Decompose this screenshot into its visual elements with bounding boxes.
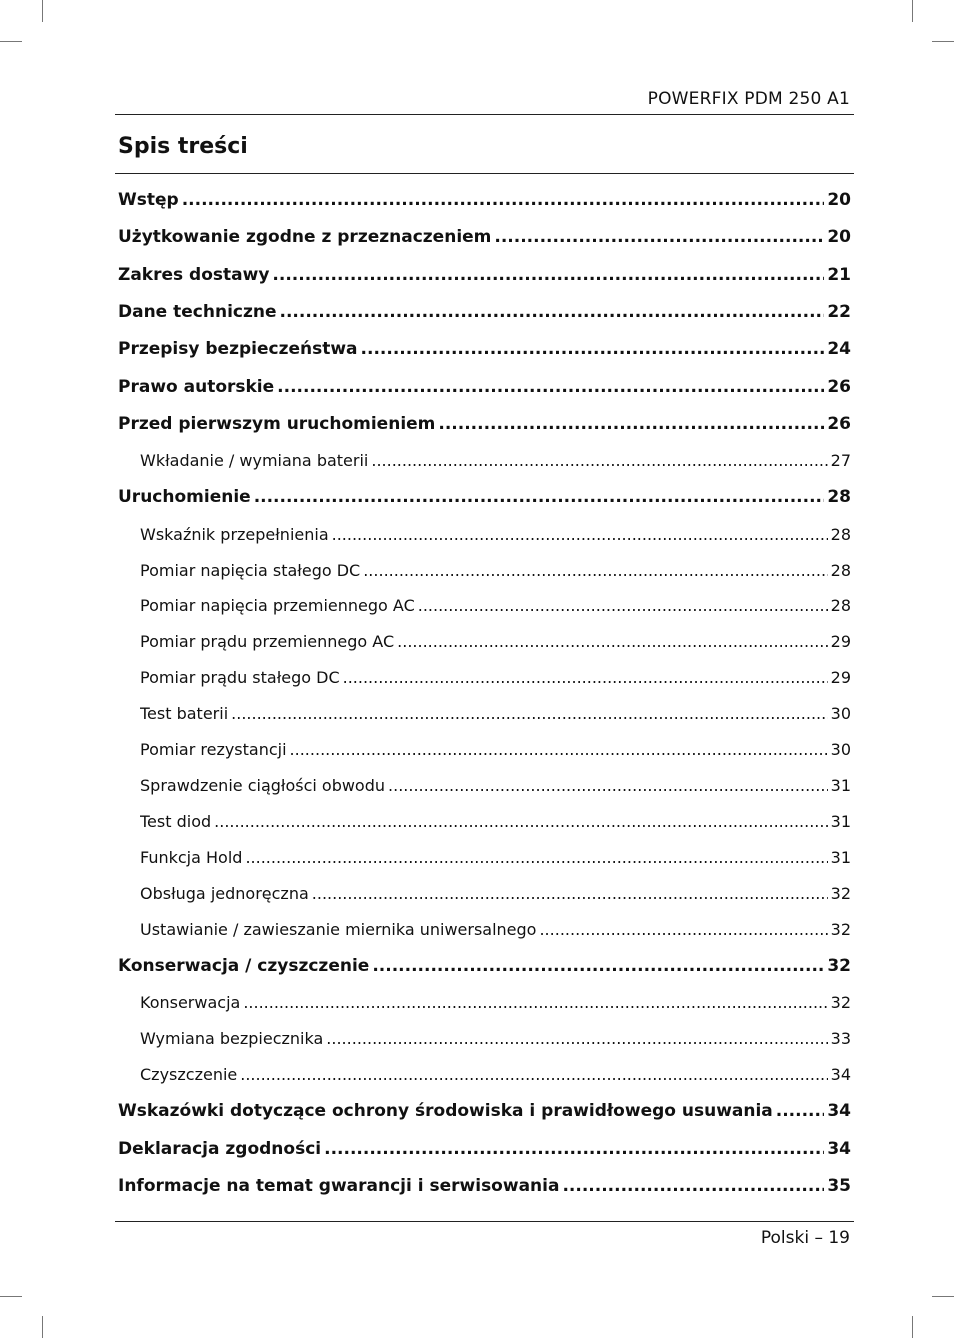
toc-page-number: 32: [830, 884, 851, 903]
toc-entry[interactable]: [140, 848, 851, 874]
toc-page-number: 22: [827, 302, 851, 322]
toc-entry[interactable]: [118, 377, 851, 403]
dot-leader: [240, 1065, 827, 1084]
dot-leader: [245, 848, 827, 867]
running-header: POWERFIX PDM 250 A1: [647, 89, 850, 109]
toc-entry[interactable]: [118, 227, 851, 253]
crop-mark: [0, 1296, 22, 1297]
toc-page-number: 29: [830, 668, 851, 687]
toc-page-number: 33: [830, 1029, 851, 1048]
toc-page-number: 20: [827, 227, 851, 247]
dot-leader: [776, 1101, 825, 1121]
toc-entry[interactable]: [118, 302, 851, 328]
toc-entry[interactable]: [118, 414, 851, 440]
toc-page-number: 28: [830, 525, 851, 544]
toc-label: Funkcja Hold: [140, 848, 243, 867]
toc-entry[interactable]: [140, 451, 851, 477]
dot-leader: [182, 190, 825, 210]
toc-label: Prawo autorskie: [118, 377, 275, 397]
toc-label: Pomiar prądu stałego DC: [140, 668, 340, 687]
toc-page-number: 30: [830, 704, 851, 723]
toc-label: Konserwacja: [140, 993, 241, 1012]
toc-label: Sprawdzenie ciągłości obwodu: [140, 776, 386, 795]
dot-leader: [324, 1139, 824, 1159]
toc-entry[interactable]: [140, 704, 851, 730]
toc-entry[interactable]: [118, 339, 851, 365]
toc-page-number: 26: [827, 414, 851, 434]
toc-page-number: 26: [827, 377, 851, 397]
dot-leader: [388, 776, 828, 795]
toc-entry[interactable]: [140, 920, 851, 946]
toc-entry[interactable]: [140, 776, 851, 802]
toc-page-number: 35: [827, 1176, 851, 1196]
toc-label: Test diod: [140, 812, 212, 831]
toc-label: Ustawianie / zawieszanie miernika uniwersalnego: [140, 920, 537, 939]
crop-mark: [0, 41, 22, 42]
page-title: Spis treści: [118, 134, 248, 159]
crop-mark: [42, 0, 43, 22]
dot-leader: [562, 1176, 824, 1196]
dot-leader: [326, 1029, 827, 1048]
dot-leader: [371, 451, 827, 470]
toc-label: Czyszczenie: [140, 1065, 238, 1084]
toc-label: Pomiar rezystancji: [140, 740, 287, 759]
toc-entry[interactable]: [140, 884, 851, 910]
dot-leader: [312, 884, 828, 903]
dot-leader: [272, 265, 824, 285]
crop-mark: [912, 1316, 913, 1338]
toc-page-number: 34: [830, 1065, 851, 1084]
dot-leader: [397, 632, 828, 651]
toc-entry[interactable]: [118, 487, 851, 513]
toc-entry[interactable]: [140, 1029, 851, 1055]
toc-label: Obsługa jednoręczna: [140, 884, 309, 903]
toc-page-number: 28: [830, 561, 851, 580]
toc-entry[interactable]: [118, 1176, 851, 1202]
toc-label: Przepisy bezpieczeństwa: [118, 339, 358, 359]
toc-entry[interactable]: [118, 265, 851, 291]
toc-page-number: 32: [830, 920, 851, 939]
dot-leader: [214, 812, 828, 831]
dot-leader: [361, 339, 825, 359]
crop-mark: [932, 41, 954, 42]
toc-label: Przed pierwszym uruchomieniem: [118, 414, 436, 434]
crop-mark: [912, 0, 913, 22]
toc-page-number: 32: [827, 956, 851, 976]
toc-page-number: 34: [827, 1139, 851, 1159]
dot-leader: [343, 668, 828, 687]
footer-rule: [115, 1221, 854, 1222]
dot-leader: [363, 561, 827, 580]
toc-entry[interactable]: [140, 993, 851, 1019]
page-footer: Polski – 19: [760, 1228, 850, 1248]
toc-entry[interactable]: [140, 596, 851, 622]
toc-label: Wkładanie / wymiana baterii: [140, 451, 369, 470]
header-rule: [115, 114, 854, 115]
dot-leader: [332, 525, 828, 544]
toc-page-number: 29: [830, 632, 851, 651]
toc-label: Pomiar napięcia stałego DC: [140, 561, 361, 580]
toc-label: Wymiana bezpiecznika: [140, 1029, 324, 1048]
dot-leader: [372, 956, 824, 976]
toc-entry[interactable]: [140, 740, 851, 766]
toc-label: Użytkowanie zgodne z przeznaczeniem: [118, 227, 492, 247]
toc-label: Wskaźnik przepełnienia: [140, 525, 329, 544]
toc-page-number: 34: [827, 1101, 851, 1121]
toc-label: Pomiar prądu przemiennego AC: [140, 632, 395, 651]
toc-page-number: 31: [830, 848, 851, 867]
toc-label: Deklaracja zgodności: [118, 1139, 322, 1159]
toc-entry[interactable]: [140, 525, 851, 551]
toc-page-number: 20: [827, 190, 851, 210]
toc-page-number: 27: [830, 451, 851, 470]
toc-entry[interactable]: [140, 561, 851, 587]
dot-leader: [494, 227, 824, 247]
toc-page-number: 31: [830, 776, 851, 795]
title-rule: [115, 173, 854, 174]
toc-entry[interactable]: [140, 1065, 851, 1091]
dot-leader: [418, 596, 828, 615]
toc-label: Uruchomienie: [118, 487, 251, 507]
crop-mark: [932, 1296, 954, 1297]
toc-entry[interactable]: [118, 1139, 851, 1165]
dot-leader: [438, 414, 824, 434]
toc-page-number: 21: [827, 265, 851, 285]
toc-label: Wskazówki dotyczące ochrony środowiska i prawidłowego usuwania: [118, 1101, 773, 1121]
toc-label: Dane techniczne: [118, 302, 277, 322]
toc-page-number: 30: [830, 740, 851, 759]
toc-entry[interactable]: [140, 632, 851, 658]
toc-entry[interactable]: [118, 1101, 851, 1127]
toc-page-number: 31: [830, 812, 851, 831]
toc-entry[interactable]: [118, 956, 851, 982]
toc-label: Zakres dostawy: [118, 265, 270, 285]
toc-page-number: 28: [827, 487, 851, 507]
toc-page-number: 24: [827, 339, 851, 359]
crop-mark: [42, 1316, 43, 1338]
dot-leader: [277, 377, 824, 397]
toc-label: Wstęp: [118, 190, 179, 210]
toc-entry[interactable]: [140, 812, 851, 838]
dot-leader: [280, 302, 825, 322]
dot-leader: [290, 740, 828, 759]
toc-label: Pomiar napięcia przemiennego AC: [140, 596, 415, 615]
toc-label: Test baterii: [140, 704, 229, 723]
dot-leader: [254, 487, 825, 507]
toc-page-number: 32: [830, 993, 851, 1012]
toc-entry[interactable]: [118, 190, 851, 216]
toc-label: Informacje na temat gwarancji i serwisowania: [118, 1176, 560, 1196]
dot-leader: [243, 993, 827, 1012]
dot-leader: [231, 704, 828, 723]
dot-leader: [539, 920, 827, 939]
toc-entry[interactable]: [140, 668, 851, 694]
toc-page-number: 28: [830, 596, 851, 615]
toc-label: Konserwacja / czyszczenie: [118, 956, 370, 976]
